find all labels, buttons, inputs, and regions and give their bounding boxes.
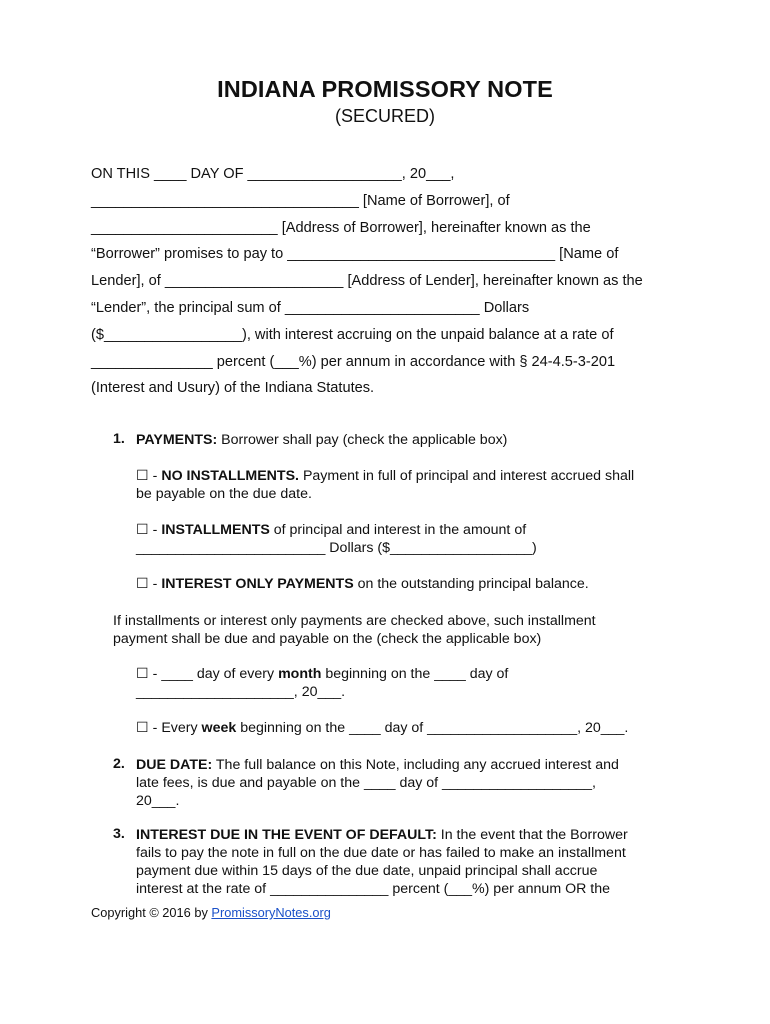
promissorynotes-link[interactable]: PromissoryNotes.org xyxy=(211,905,331,920)
section-2-heading: DUE DATE: xyxy=(136,757,213,773)
option-weekly xyxy=(136,719,628,737)
intro-line: _______________________ [Address of Borrower], hereinafter known as the xyxy=(91,219,591,236)
section-2-line2: late fees, is due and payable on the ____ day of ___________________, xyxy=(136,775,596,791)
section-2-line3: 20___. xyxy=(136,793,180,809)
section-3 xyxy=(136,826,628,898)
intro-paragraph xyxy=(91,161,691,402)
option-installments-text: of principal and interest in the amount of xyxy=(269,522,527,538)
intro-line: _________________________________ [Name of Borrower], of xyxy=(91,192,510,209)
option-installments-line2: ________________________ Dollars ($__________________) xyxy=(136,540,537,556)
option-interest-only-label: INTEREST ONLY PAYMENTS xyxy=(161,576,354,592)
option-installments-label: INSTALLMENTS xyxy=(161,522,270,538)
checkbox-weekly[interactable]: ☐ - Every xyxy=(136,720,202,736)
document-subtitle: (SECURED) xyxy=(334,106,435,126)
copyright-text: Copyright © 2016 by xyxy=(91,905,212,920)
section-3-line3: payment due within 15 days of the due date, unpaid principal shall accrue xyxy=(136,863,598,879)
intro-line: “Borrower” promises to pay to _________________________________ [Name of xyxy=(91,246,619,263)
section-3-line2: fails to pay the note in full on the due date or has failed to make an installment xyxy=(136,845,626,861)
section-1-heading-line xyxy=(136,431,507,449)
intro-line: _______________ percent (___%) per annum in accordance with § 24-4.5-3-201 xyxy=(91,353,616,370)
option-monthly xyxy=(136,665,508,701)
section-2-text: The full balance on this Note, including any accrued interest and xyxy=(212,757,619,773)
option-no-installments xyxy=(136,467,634,503)
section-2-number: 2. xyxy=(113,756,125,772)
section-3-number: 3. xyxy=(113,826,125,842)
section-1-number: 1. xyxy=(113,431,125,447)
option-weekly-text: beginning on the ____ day of ___________________, 20___. xyxy=(236,720,629,736)
option-monthly-line2: ____________________, 20___. xyxy=(136,684,346,700)
copyright-footer xyxy=(91,905,331,920)
checkbox-installments[interactable]: ☐ - xyxy=(136,522,162,538)
checkbox-monthly[interactable]: ☐ - ____ day of every xyxy=(136,666,279,682)
section-1-text: Borrower shall pay (check the applicable box) xyxy=(217,432,508,448)
installment-condition-line1: If installments or interest only payments are checked above, such installment xyxy=(113,613,596,629)
installment-condition-line2: payment shall be due and payable on the (check the applicable box) xyxy=(113,631,542,647)
section-1-heading: PAYMENTS: xyxy=(136,432,218,448)
option-weekly-label: week xyxy=(201,720,237,736)
checkbox-interest-only[interactable]: ☐ - xyxy=(136,576,162,592)
option-interest-only xyxy=(136,575,589,593)
section-3-line4: interest at the rate of _______________ percent (___%) per annum OR the xyxy=(136,881,611,897)
checkbox-no-installments[interactable]: ☐ - xyxy=(136,468,162,484)
option-no-installments-label: NO INSTALLMENTS. xyxy=(161,468,299,484)
option-no-installments-line2: be payable on the due date. xyxy=(136,486,312,502)
installment-condition xyxy=(113,612,596,648)
option-monthly-label: month xyxy=(278,666,322,682)
document-title: INDIANA PROMISSORY NOTE xyxy=(217,76,553,102)
section-3-text: In the event that the Borrower xyxy=(436,827,628,843)
option-interest-only-text: on the outstanding principal balance. xyxy=(353,576,589,592)
intro-line: Lender], of ______________________ [Address of Lender], hereinafter known as the xyxy=(91,273,643,290)
option-monthly-text: beginning on the ____ day of xyxy=(321,666,509,682)
option-installments xyxy=(136,521,537,557)
section-2 xyxy=(136,756,619,810)
intro-line: ($_________________), with interest accruing on the unpaid balance at a rate of xyxy=(91,326,614,343)
option-no-installments-text: Payment in full of principal and interest accrued shall xyxy=(299,468,635,484)
intro-line: ON THIS ____ DAY OF ___________________, 20___, xyxy=(91,166,455,182)
section-3-heading: INTEREST DUE IN THE EVENT OF DEFAULT: xyxy=(136,827,437,843)
intro-line: “Lender”, the principal sum of ________________________ Dollars xyxy=(91,299,530,316)
intro-line: (Interest and Usury) of the Indiana Statutes. xyxy=(91,380,375,397)
